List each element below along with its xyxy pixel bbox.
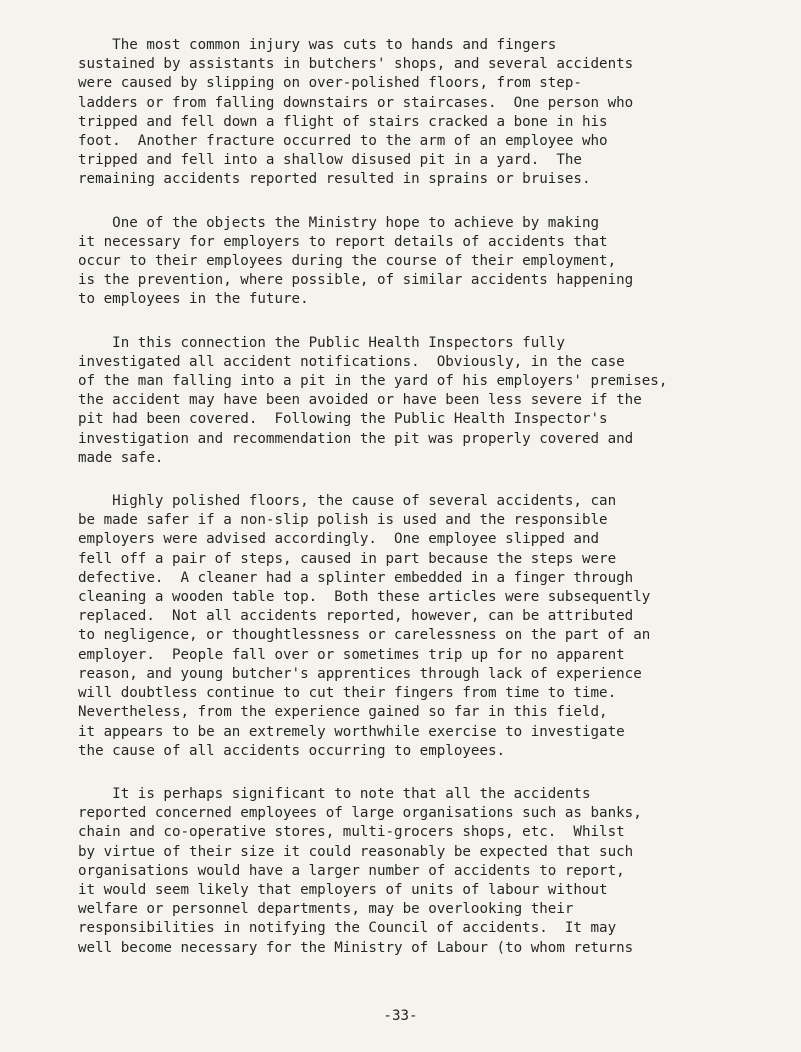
text-line: reported concerned employees of large organisations such as banks, [78,805,642,822]
text-line: investigation and recommendation the pit was properly covered and [78,430,634,447]
text-line: remaining accidents reported resulted in sprains or bruises. [78,171,591,188]
text-line: defective. A cleaner had a splinter embedded in a finger through [78,569,634,586]
text-line: ladders or from falling downstairs or staircases. One person who [78,94,634,111]
text-line: fell off a pair of steps, caused in part because the steps were [78,550,617,567]
text-line: employer. People fall over or sometimes trip up for no apparent [78,646,625,663]
text-line: the cause of all accidents occurring to employees. [78,742,506,759]
page-number: -33- [383,1008,418,1024]
text-line: investigated all accident notifications. Obviously, in the case [78,353,625,370]
body-text [78,36,778,982]
text-line: be made safer if a non-slip polish is used and the responsible [78,512,608,529]
text-line: is the prevention, where possible, of similar accidents happening [78,272,634,289]
text-line: it appears to be an extremely worthwhile exercise to investigate [78,723,625,740]
text-line: employers were advised accordingly. One employee slipped and [78,531,600,548]
text-line: One of the objects the Ministry hope to achieve by making [78,214,600,231]
paragraph-1 [78,36,778,190]
text-line: the accident may have been avoided or have been less severe if the [78,392,642,409]
text-line: reason, and young butcher's apprentices through lack of experience [78,665,642,682]
text-line: The most common injury was cuts to hands and fingers [78,37,557,53]
paragraph-3 [78,334,778,468]
text-line: Highly polished floors, the cause of several accidents, can [78,493,617,510]
text-line: made safe. [78,449,164,466]
text-line: tripped and fell into a shallow disused pit in a yard. The [78,152,582,169]
paragraph-5 [78,785,778,958]
text-line: sustained by assistants in butchers' shops, and several accidents [78,56,634,73]
text-line: replaced. Not all accidents reported, however, can be attributed [78,608,634,625]
text-line: occur to their employees during the course of their employment, [78,253,617,270]
text-line: by virtue of their size it could reasonably be expected that such [78,843,634,860]
text-line: tripped and fell down a flight of stairs cracked a bone in his [78,113,608,130]
text-line: it would seem likely that employers of units of labour without [78,881,608,898]
text-line: pit had been covered. Following the Public Health Inspector's [78,411,608,428]
text-line: chain and co-operative stores, multi-grocers shops, etc. Whilst [78,824,625,841]
text-line: welfare or personnel departments, may be overlooking their [78,901,574,918]
text-line: were caused by slipping on over-polished floors, from step- [78,75,582,92]
paragraph-2 [78,214,778,310]
text-line: to negligence, or thoughtlessness or carelessness on the part of an [78,627,651,644]
text-line: will doubtless continue to cut their fingers from time to time. [78,685,617,702]
text-line: organisations would have a larger number of accidents to report, [78,862,625,879]
text-line: It is perhaps significant to note that all the accidents [78,785,591,802]
paragraph-4 [78,492,778,761]
text-line: responsibilities in notifying the Council of accidents. It may [78,920,617,937]
text-line: of the man falling into a pit in the yard of his employers' premises, [78,373,668,390]
text-line: foot. Another fracture occurred to the arm of an employee who [78,133,608,150]
text-line: cleaning a wooden table top. Both these articles were subsequently [78,589,651,606]
text-line: well become necessary for the Ministry of Labour (to whom returns [78,939,634,956]
text-line: Nevertheless, from the experience gained so far in this field, [78,704,608,721]
text-line: In this connection the Public Health Inspectors fully [78,334,565,351]
text-line: to employees in the future. [78,291,309,308]
text-line: it necessary for employers to report details of accidents that [78,233,608,250]
